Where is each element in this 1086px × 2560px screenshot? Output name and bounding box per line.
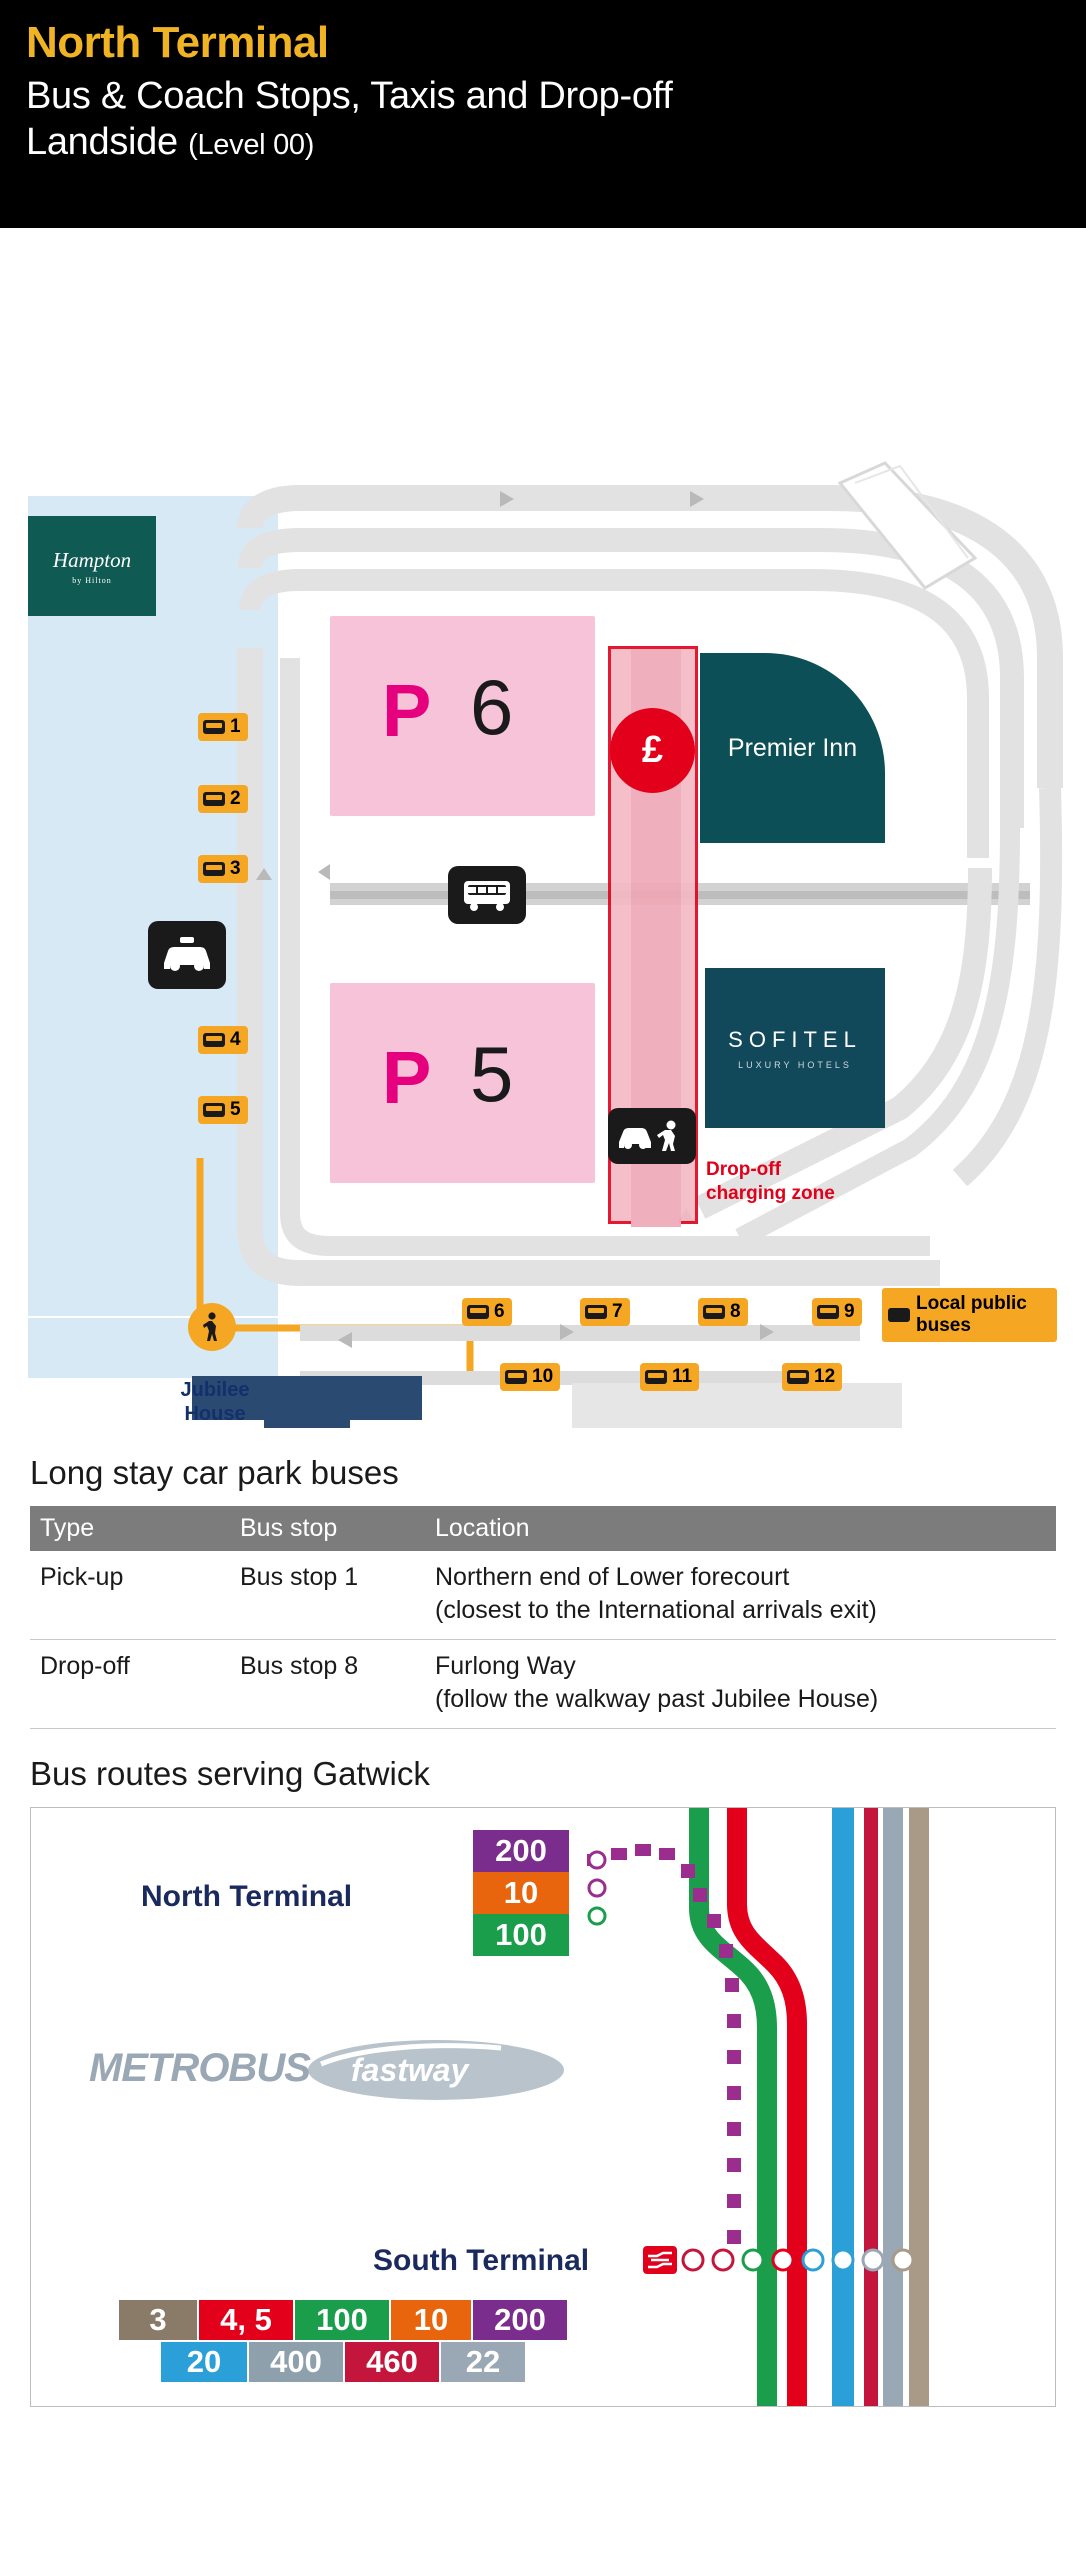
subtitle-line-1: Bus & Coach Stops, Taxis and Drop-off [26,74,673,117]
bus-glyph-icon [817,1305,839,1319]
bus-glyph-icon [703,1305,725,1319]
local-public-buses-label[interactable] [882,1288,1057,1342]
taxi-icon [160,935,214,975]
charging-fee-icon [610,708,695,793]
route-200-dotted [587,1844,741,2244]
bus-glyph-icon [203,862,225,876]
route-label: 4, 5 [220,2302,272,2337]
route-badge-100-south[interactable] [295,2300,389,2340]
dropoff-zone-label [706,1158,956,1206]
route-badge-100-north[interactable] [473,1914,569,1956]
forecourt-block [572,1383,902,1428]
rail-glyph [647,2251,673,2269]
pedestrian-walkway-icon [188,1303,236,1351]
bus-glyph-icon [585,1305,607,1319]
bus-stop-number: 3 [230,858,241,879]
level-label: (Level 00) [188,128,315,161]
hotel-hampton [28,516,156,616]
table-header-row [30,1506,1056,1551]
dropoff-label-line-1: Drop-off [706,1159,781,1180]
location-line-2: (follow the walkway past Jubilee House) [435,1685,879,1713]
bus-stop-8[interactable] [698,1298,748,1326]
jubilee-house-label [140,1378,290,1426]
dropoff-icon [608,1108,696,1164]
route-label: 400 [270,2344,322,2379]
car-park-6[interactable] [330,616,595,816]
bus-stop-number: 11 [672,1366,693,1387]
table-row [30,1551,1056,1640]
bus-stop-number: 5 [230,1099,241,1120]
terminal-map[interactable] [0,228,1086,1428]
jubilee-label-line-1: Jubilee [180,1379,250,1401]
long-stay-table [30,1506,1056,1729]
bus-glyph-icon [203,1103,225,1117]
route-label: 22 [465,2344,501,2379]
cell-bus-stop: Bus stop 8 [230,1640,425,1729]
bus-glyph-icon [505,1370,527,1384]
route-badge-10-north[interactable] [473,1872,569,1914]
bus-stop-3[interactable] [198,855,248,883]
long-stay-title: Long stay car park buses [30,1454,399,1491]
car-park-5-letter: P [382,1036,432,1119]
hotel-premier-inn-name: Premier Inn [727,733,858,762]
route-label: 20 [186,2344,222,2379]
route-badge-200-south[interactable] [473,2300,567,2340]
route-badge-3-south[interactable] [119,2300,197,2340]
location-line-1: Furlong Way [435,1652,576,1680]
route-label: 460 [366,2344,418,2379]
operator-name: METROBUS [89,2046,310,2090]
page-header [0,0,1086,228]
routes-section [0,1755,1086,1793]
bus-stop-12[interactable] [782,1363,842,1391]
bus-glyph-icon [645,1370,667,1384]
bus-glyph-icon [888,1308,910,1322]
national-rail-icon [643,2246,677,2274]
operator-name: fastway [351,2052,469,2088]
route-label: 100 [495,1917,547,1952]
pound-symbol: £ [641,729,664,771]
local-buses-text [916,1293,1027,1337]
routes-north-terminal-label: North Terminal [141,1880,353,1913]
route-badge-460-south[interactable] [345,2342,439,2382]
page-subtitle [26,73,1060,166]
route-badge-400-south[interactable] [249,2342,343,2382]
cell-location [425,1640,1056,1729]
operator-fastway [351,2052,468,2089]
bus-glyph-icon [203,792,225,806]
bus-stop-number: 6 [494,1301,505,1322]
page-footer-spacer [0,2407,1086,2443]
hotel-sofitel-name: SOFITEL [728,1026,862,1052]
route-label: 100 [316,2302,368,2337]
car-park-6-letter: P [382,669,432,752]
local-buses-line-2: buses [916,1314,971,1336]
bus-stop-number: 7 [612,1301,623,1322]
hotel-hampton-byline: by Hilton [72,575,112,585]
bus-stop-10[interactable] [500,1363,560,1391]
bus-glyph-icon [203,720,225,734]
bus-stop-number: 10 [532,1366,554,1387]
route-label: 10 [503,1875,539,1910]
coach-icon [461,878,513,912]
route-label: 10 [413,2302,449,2337]
hotel-hampton-name: Hampton [52,547,132,572]
bus-stop-5[interactable] [198,1096,248,1124]
column-header-type: Type [30,1506,230,1551]
long-stay-section [0,1454,1086,1729]
car-park-5-number: 5 [470,1030,514,1118]
bus-stop-number: 12 [814,1366,836,1387]
column-header-bus-stop: Bus stop [230,1506,425,1551]
column-header-location: Location [425,1506,1056,1551]
table-row [30,1640,1056,1729]
bus-stop-9[interactable] [812,1298,862,1326]
map-background [0,228,1086,1428]
route-label: 200 [494,2302,546,2337]
route-label: 200 [495,1833,547,1868]
route-badge-4-5-south[interactable] [199,2300,293,2340]
cell-bus-stop: Bus stop 1 [230,1551,425,1640]
location-line-2: (closest to the International arrivals exit) [435,1596,877,1624]
cell-type: Pick-up [30,1551,230,1640]
route-badge-200-north[interactable] [473,1830,569,1872]
jubilee-label-line-2: House [184,1403,246,1425]
bus-stop-number: 1 [230,716,241,737]
cell-type: Drop-off [30,1640,230,1729]
route-badge-10-south[interactable] [391,2300,471,2340]
bus-stop-number: 2 [230,788,241,809]
routes-south-terminal-label: South Terminal [373,2244,590,2277]
car-park-6-number: 6 [470,663,514,751]
coach-stop-icon [448,866,526,924]
cell-location [425,1551,1056,1640]
bus-glyph-icon [467,1305,489,1319]
route-label: 3 [149,2302,167,2337]
bus-stop-6[interactable] [462,1298,512,1326]
hotel-sofitel [705,968,885,1128]
bus-stop-number: 4 [230,1029,241,1050]
subtitle-line-2: Landside [26,120,178,163]
routes-title: Bus routes serving Gatwick [30,1755,430,1792]
local-buses-line-1: Local public [916,1293,1027,1314]
page-title: North Terminal [26,18,329,67]
route-badge-22-south[interactable] [441,2342,525,2382]
bus-stop-7[interactable] [580,1298,630,1326]
car-park-5[interactable] [330,983,595,1183]
bus-stop-11[interactable] [640,1363,699,1391]
bus-glyph-icon [787,1370,809,1384]
bus-stop-number: 8 [730,1301,741,1322]
route-badge-20-south[interactable] [161,2342,247,2382]
location-line-1: Northern end of Lower forecourt [435,1563,790,1591]
bus-stop-number: 9 [844,1301,855,1322]
pedestrian-icon [201,1312,223,1342]
bus-stop-1[interactable] [198,713,248,741]
hotel-sofitel-byline: LUXURY HOTELS [738,1059,852,1070]
dropoff-label-line-2: charging zone [706,1182,835,1204]
bus-glyph-icon [203,1033,225,1047]
bus-stop-2[interactable] [198,785,248,813]
bus-stop-4[interactable] [198,1026,248,1054]
routes-diagram[interactable] [30,1807,1056,2407]
taxi-rank-icon [148,921,226,989]
car-pedestrian-glyph [615,1118,689,1154]
operator-metrobus [89,2046,310,2091]
